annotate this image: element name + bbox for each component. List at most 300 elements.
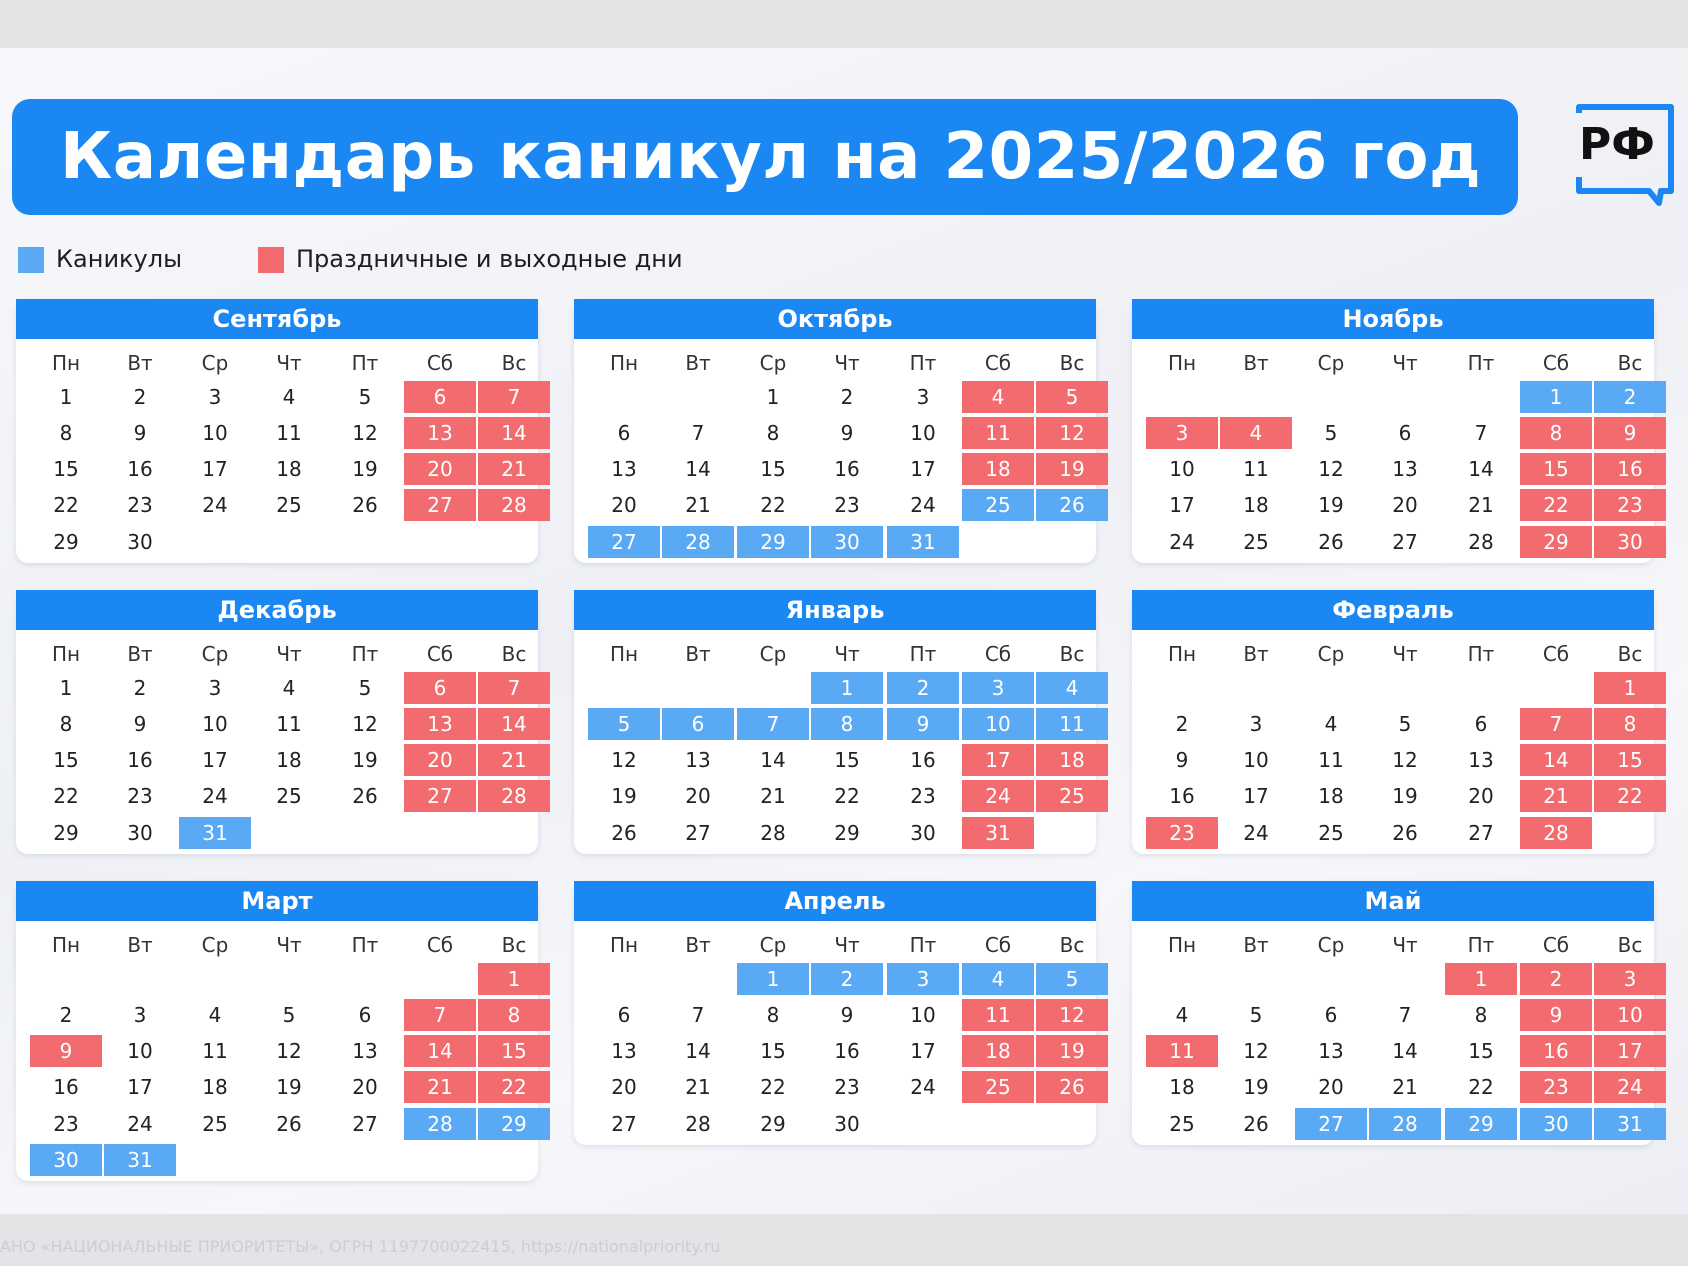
day-cell: 25 xyxy=(276,493,302,517)
weekday-label: Пт xyxy=(909,351,937,375)
day-cell: 5 xyxy=(358,676,372,700)
day-cell: 13 xyxy=(611,1039,637,1063)
day-cell: 22 xyxy=(760,493,786,517)
weekday-label: Пн xyxy=(1167,351,1197,375)
weekday-label: Сб xyxy=(984,351,1012,375)
month-card xyxy=(16,299,538,563)
day-cell-holiday: 11 xyxy=(1146,1035,1218,1067)
day-cell: 18 xyxy=(1243,493,1269,517)
day-cell: 9 xyxy=(133,421,147,445)
weekday-label: Вс xyxy=(501,933,527,957)
day-cell: 7 xyxy=(1398,1003,1412,1027)
day-cell-holiday: 21 xyxy=(478,453,550,485)
day-cell: 27 xyxy=(685,821,711,845)
day-cell: 26 xyxy=(611,821,637,845)
weekday-label: Чт xyxy=(1392,642,1418,666)
weekday-label: Ср xyxy=(759,642,787,666)
day-cell: 23 xyxy=(910,784,936,808)
day-cell: 17 xyxy=(910,457,936,481)
day-cell: 25 xyxy=(202,1112,228,1136)
month-title: Март xyxy=(16,881,538,921)
day-cell: 10 xyxy=(202,421,228,445)
weekday-label: Чт xyxy=(1392,933,1418,957)
day-cell-holiday: 22 xyxy=(1520,489,1592,521)
day-cell-vacation: 30 xyxy=(30,1144,102,1176)
day-cell: 4 xyxy=(282,385,296,409)
day-cell: 23 xyxy=(53,1112,79,1136)
day-cell: 13 xyxy=(1392,457,1418,481)
day-cell: 5 xyxy=(282,1003,296,1027)
month-title: Декабрь xyxy=(16,590,538,630)
day-cell: 17 xyxy=(1243,784,1269,808)
weekday-label: Сб xyxy=(1542,933,1570,957)
day-cell: 2 xyxy=(133,385,147,409)
day-cell-holiday: 30 xyxy=(1594,526,1666,558)
day-cell: 4 xyxy=(282,676,296,700)
day-cell: 5 xyxy=(1398,712,1412,736)
weekday-label: Пт xyxy=(1467,933,1495,957)
day-cell: 28 xyxy=(685,1112,711,1136)
weekday-label: Пт xyxy=(909,642,937,666)
weekday-label: Вс xyxy=(501,642,527,666)
day-cell: 3 xyxy=(1249,712,1263,736)
day-cell-holiday: 5 xyxy=(1036,381,1108,413)
day-cell: 11 xyxy=(276,712,302,736)
day-cell-holiday: 24 xyxy=(962,780,1034,812)
weekday-label: Чт xyxy=(1392,351,1418,375)
day-cell-holiday: 13 xyxy=(404,708,476,740)
day-cell: 8 xyxy=(59,421,73,445)
day-cell: 4 xyxy=(1324,712,1338,736)
day-cell: 27 xyxy=(1392,530,1418,554)
day-cell: 6 xyxy=(1398,421,1412,445)
day-cell-holiday: 29 xyxy=(1520,526,1592,558)
day-cell: 22 xyxy=(834,784,860,808)
day-cell-holiday: 11 xyxy=(962,999,1034,1031)
day-cell: 19 xyxy=(352,457,378,481)
day-cell: 23 xyxy=(127,493,153,517)
day-cell: 9 xyxy=(840,421,854,445)
day-cell: 26 xyxy=(276,1112,302,1136)
month-title: Январь xyxy=(574,590,1096,630)
title-banner xyxy=(12,99,1518,215)
day-cell: 24 xyxy=(202,784,228,808)
day-cell-holiday: 28 xyxy=(478,489,550,521)
day-cell-vacation: 9 xyxy=(887,708,959,740)
day-cell: 15 xyxy=(1468,1039,1494,1063)
day-cell: 21 xyxy=(685,493,711,517)
weekday-label: Вт xyxy=(1243,351,1269,375)
footer-note: АНО «НАЦИОНАЛЬНЫЕ ПРИОРИТЕТЫ», ОГРН 1197700022415, https://nationalpriority.ru xyxy=(0,1237,721,1256)
day-cell: 28 xyxy=(1468,530,1494,554)
day-cell: 24 xyxy=(1169,530,1195,554)
day-cell: 17 xyxy=(1169,493,1195,517)
day-cell-holiday: 31 xyxy=(962,817,1034,849)
day-cell-vacation: 10 xyxy=(962,708,1034,740)
day-cell: 19 xyxy=(1392,784,1418,808)
day-cell: 30 xyxy=(910,821,936,845)
day-cell-vacation: 2 xyxy=(1594,381,1666,413)
day-cell: 20 xyxy=(1392,493,1418,517)
day-cell-vacation: 4 xyxy=(1036,672,1108,704)
day-cell-holiday: 16 xyxy=(1594,453,1666,485)
day-cell: 8 xyxy=(59,712,73,736)
day-cell: 19 xyxy=(1243,1075,1269,1099)
day-cell-holiday: 20 xyxy=(404,453,476,485)
day-cell: 22 xyxy=(1468,1075,1494,1099)
day-cell-holiday: 7 xyxy=(478,672,550,704)
day-cell: 16 xyxy=(834,457,860,481)
day-cell-holiday: 1 xyxy=(1594,672,1666,704)
day-cell-vacation: 29 xyxy=(478,1108,550,1140)
day-cell: 12 xyxy=(352,712,378,736)
day-cell-vacation: 31 xyxy=(887,526,959,558)
day-cell: 13 xyxy=(611,457,637,481)
day-cell-vacation: 1 xyxy=(811,672,883,704)
day-cell-holiday: 14 xyxy=(1520,744,1592,776)
day-cell: 3 xyxy=(133,1003,147,1027)
day-cell: 14 xyxy=(1468,457,1494,481)
day-cell-holiday: 21 xyxy=(1520,780,1592,812)
day-cell-holiday: 22 xyxy=(1594,780,1666,812)
day-cell: 8 xyxy=(1474,1003,1488,1027)
month-title: Ноябрь xyxy=(1132,299,1654,339)
weekday-label: Пн xyxy=(609,642,639,666)
month-card xyxy=(574,299,1096,563)
day-cell-holiday: 2 xyxy=(1520,963,1592,995)
day-cell-vacation: 3 xyxy=(962,672,1034,704)
day-cell-holiday: 25 xyxy=(962,1071,1034,1103)
month-title: Октябрь xyxy=(574,299,1096,339)
day-cell-vacation: 4 xyxy=(962,963,1034,995)
day-cell: 9 xyxy=(133,712,147,736)
day-cell-holiday: 28 xyxy=(478,780,550,812)
day-cell: 18 xyxy=(202,1075,228,1099)
day-cell: 24 xyxy=(910,1075,936,1099)
month-card xyxy=(574,590,1096,854)
day-cell-holiday: 19 xyxy=(1036,1035,1108,1067)
legend-swatch-vacation xyxy=(18,247,44,273)
weekday-label: Пн xyxy=(51,351,81,375)
day-cell-vacation: 2 xyxy=(811,963,883,995)
day-cell: 11 xyxy=(1243,457,1269,481)
day-cell-vacation: 31 xyxy=(104,1144,176,1176)
weekday-label: Сб xyxy=(1542,351,1570,375)
day-cell: 25 xyxy=(1169,1112,1195,1136)
day-cell: 21 xyxy=(685,1075,711,1099)
day-cell: 22 xyxy=(760,1075,786,1099)
day-cell: 11 xyxy=(202,1039,228,1063)
day-cell-vacation: 29 xyxy=(737,526,809,558)
day-cell-vacation: 1 xyxy=(1520,381,1592,413)
legend-swatch-holiday xyxy=(258,247,284,273)
day-cell-holiday: 18 xyxy=(962,1035,1034,1067)
day-cell-holiday: 12 xyxy=(1036,999,1108,1031)
day-cell: 6 xyxy=(617,1003,631,1027)
day-cell: 20 xyxy=(685,784,711,808)
day-cell: 20 xyxy=(1318,1075,1344,1099)
day-cell: 2 xyxy=(840,385,854,409)
weekday-label: Ср xyxy=(759,933,787,957)
day-cell: 20 xyxy=(611,493,637,517)
day-cell: 2 xyxy=(133,676,147,700)
day-cell-holiday: 22 xyxy=(478,1071,550,1103)
weekday-label: Ср xyxy=(201,933,229,957)
weekday-label: Пт xyxy=(351,351,379,375)
day-cell-vacation: 28 xyxy=(1369,1108,1441,1140)
day-cell: 18 xyxy=(1169,1075,1195,1099)
day-cell: 24 xyxy=(127,1112,153,1136)
day-cell: 26 xyxy=(352,784,378,808)
day-cell: 30 xyxy=(127,821,153,845)
weekday-label: Вс xyxy=(1059,351,1085,375)
day-cell-holiday: 21 xyxy=(478,744,550,776)
day-cell: 25 xyxy=(276,784,302,808)
day-cell: 2 xyxy=(59,1003,73,1027)
day-cell-holiday: 10 xyxy=(1594,999,1666,1031)
day-cell-holiday: 27 xyxy=(404,780,476,812)
weekday-label: Пн xyxy=(609,933,639,957)
weekday-label: Чт xyxy=(276,642,302,666)
weekday-label: Сб xyxy=(984,642,1012,666)
month-title: Сентябрь xyxy=(16,299,538,339)
day-cell-holiday: 8 xyxy=(478,999,550,1031)
day-cell: 16 xyxy=(127,748,153,772)
day-cell: 5 xyxy=(1324,421,1338,445)
day-cell-vacation: 27 xyxy=(1295,1108,1367,1140)
day-cell: 27 xyxy=(611,1112,637,1136)
day-cell-holiday: 4 xyxy=(1220,417,1292,449)
day-cell: 7 xyxy=(691,1003,705,1027)
day-cell-vacation: 25 xyxy=(962,489,1034,521)
day-cell-holiday: 23 xyxy=(1146,817,1218,849)
weekday-label: Чт xyxy=(276,933,302,957)
day-cell: 2 xyxy=(1175,712,1189,736)
day-cell: 20 xyxy=(352,1075,378,1099)
day-cell: 15 xyxy=(53,457,79,481)
day-cell: 9 xyxy=(840,1003,854,1027)
legend-label: Праздничные и выходные дни xyxy=(296,245,683,273)
weekday-label: Сб xyxy=(1542,642,1570,666)
day-cell-vacation: 6 xyxy=(662,708,734,740)
day-cell-vacation: 31 xyxy=(1594,1108,1666,1140)
day-cell: 22 xyxy=(53,493,79,517)
day-cell: 11 xyxy=(1318,748,1344,772)
weekday-label: Вт xyxy=(685,642,711,666)
day-cell: 24 xyxy=(1243,821,1269,845)
weekday-label: Пт xyxy=(351,642,379,666)
day-cell: 8 xyxy=(766,421,780,445)
day-cell: 24 xyxy=(910,493,936,517)
day-cell-holiday: 28 xyxy=(1520,817,1592,849)
day-cell: 26 xyxy=(1392,821,1418,845)
day-cell: 29 xyxy=(834,821,860,845)
day-cell-vacation: 27 xyxy=(588,526,660,558)
day-cell-vacation: 5 xyxy=(1036,963,1108,995)
day-cell: 6 xyxy=(617,421,631,445)
weekday-label: Вт xyxy=(685,933,711,957)
day-cell-holiday: 8 xyxy=(1520,417,1592,449)
day-cell: 15 xyxy=(760,457,786,481)
day-cell: 9 xyxy=(1175,748,1189,772)
weekday-label: Ср xyxy=(1317,642,1345,666)
day-cell: 26 xyxy=(1243,1112,1269,1136)
day-cell-holiday: 7 xyxy=(478,381,550,413)
weekday-label: Пт xyxy=(1467,351,1495,375)
day-cell-vacation: 28 xyxy=(404,1108,476,1140)
day-cell-holiday: 20 xyxy=(404,744,476,776)
day-cell: 29 xyxy=(53,821,79,845)
weekday-label: Вс xyxy=(1617,351,1643,375)
weekday-label: Вс xyxy=(501,351,527,375)
day-cell: 16 xyxy=(127,457,153,481)
weekday-label: Ср xyxy=(759,351,787,375)
day-cell: 21 xyxy=(1392,1075,1418,1099)
day-cell: 18 xyxy=(276,748,302,772)
day-cell: 8 xyxy=(766,1003,780,1027)
day-cell: 1 xyxy=(59,385,73,409)
day-cell-holiday: 18 xyxy=(962,453,1034,485)
day-cell: 18 xyxy=(276,457,302,481)
logo-text: РФ xyxy=(1579,119,1655,170)
day-cell-holiday: 14 xyxy=(478,417,550,449)
day-cell: 12 xyxy=(1243,1039,1269,1063)
day-cell-holiday: 21 xyxy=(404,1071,476,1103)
day-cell-holiday: 14 xyxy=(478,708,550,740)
day-cell-vacation: 5 xyxy=(588,708,660,740)
weekday-label: Ср xyxy=(1317,351,1345,375)
day-cell-holiday: 19 xyxy=(1036,453,1108,485)
day-cell: 17 xyxy=(910,1039,936,1063)
day-cell: 4 xyxy=(208,1003,222,1027)
day-cell: 14 xyxy=(760,748,786,772)
day-cell: 10 xyxy=(1243,748,1269,772)
day-cell-holiday: 15 xyxy=(478,1035,550,1067)
day-cell: 30 xyxy=(127,530,153,554)
day-cell: 6 xyxy=(1324,1003,1338,1027)
day-cell-holiday: 15 xyxy=(1520,453,1592,485)
weekday-label: Ср xyxy=(1317,933,1345,957)
day-cell-holiday: 16 xyxy=(1520,1035,1592,1067)
day-cell: 19 xyxy=(276,1075,302,1099)
day-cell: 1 xyxy=(766,385,780,409)
day-cell-vacation: 30 xyxy=(811,526,883,558)
day-cell: 22 xyxy=(53,784,79,808)
day-cell-holiday: 27 xyxy=(404,489,476,521)
day-cell: 25 xyxy=(1243,530,1269,554)
day-cell: 3 xyxy=(916,385,930,409)
day-cell: 16 xyxy=(53,1075,79,1099)
day-cell: 10 xyxy=(127,1039,153,1063)
day-cell-holiday: 23 xyxy=(1520,1071,1592,1103)
month-card xyxy=(16,590,538,854)
legend-label: Каникулы xyxy=(56,245,183,273)
month-title: Апрель xyxy=(574,881,1096,921)
day-cell-holiday: 8 xyxy=(1594,708,1666,740)
weekday-label: Пн xyxy=(1167,933,1197,957)
month-card xyxy=(1132,590,1654,854)
weekday-label: Чт xyxy=(834,642,860,666)
day-cell: 20 xyxy=(611,1075,637,1099)
day-cell: 15 xyxy=(834,748,860,772)
day-cell: 10 xyxy=(910,421,936,445)
day-cell: 10 xyxy=(1169,457,1195,481)
weekday-label: Сб xyxy=(426,933,454,957)
day-cell-holiday: 4 xyxy=(962,381,1034,413)
day-cell: 7 xyxy=(691,421,705,445)
day-cell: 30 xyxy=(834,1112,860,1136)
day-cell-vacation: 29 xyxy=(1445,1108,1517,1140)
month-title: Февраль xyxy=(1132,590,1654,630)
day-cell: 26 xyxy=(352,493,378,517)
day-cell: 12 xyxy=(611,748,637,772)
calendar-sheet xyxy=(0,48,1688,1256)
day-cell: 17 xyxy=(127,1075,153,1099)
day-cell-vacation: 28 xyxy=(662,526,734,558)
day-cell: 14 xyxy=(685,457,711,481)
day-cell: 13 xyxy=(1468,748,1494,772)
day-cell: 3 xyxy=(208,676,222,700)
weekday-label: Пн xyxy=(51,933,81,957)
day-cell-vacation: 11 xyxy=(1036,708,1108,740)
day-cell-vacation: 2 xyxy=(887,672,959,704)
day-cell: 12 xyxy=(276,1039,302,1063)
weekday-label: Вс xyxy=(1617,933,1643,957)
weekday-label: Пн xyxy=(1167,642,1197,666)
month-title: Май xyxy=(1132,881,1654,921)
weekday-label: Пт xyxy=(351,933,379,957)
day-cell-holiday: 7 xyxy=(404,999,476,1031)
day-cell-holiday: 15 xyxy=(1594,744,1666,776)
weekday-label: Вс xyxy=(1617,642,1643,666)
day-cell-holiday: 9 xyxy=(1520,999,1592,1031)
day-cell: 17 xyxy=(202,457,228,481)
day-cell-holiday: 25 xyxy=(1036,780,1108,812)
weekday-label: Пн xyxy=(609,351,639,375)
day-cell-vacation: 7 xyxy=(737,708,809,740)
day-cell: 14 xyxy=(1392,1039,1418,1063)
day-cell: 29 xyxy=(760,1112,786,1136)
month-card xyxy=(574,881,1096,1145)
day-cell: 12 xyxy=(1318,457,1344,481)
day-cell: 26 xyxy=(1318,530,1344,554)
day-cell-holiday: 9 xyxy=(1594,417,1666,449)
day-cell: 5 xyxy=(358,385,372,409)
day-cell-holiday: 17 xyxy=(1594,1035,1666,1067)
day-cell: 16 xyxy=(834,1039,860,1063)
day-cell: 19 xyxy=(352,748,378,772)
day-cell-holiday: 14 xyxy=(404,1035,476,1067)
day-cell-vacation: 8 xyxy=(811,708,883,740)
day-cell: 21 xyxy=(760,784,786,808)
day-cell-holiday: 13 xyxy=(404,417,476,449)
weekday-label: Вт xyxy=(127,933,153,957)
weekday-label: Пн xyxy=(51,642,81,666)
weekday-label: Сб xyxy=(984,933,1012,957)
weekday-label: Чт xyxy=(834,933,860,957)
day-cell: 23 xyxy=(127,784,153,808)
day-cell: 23 xyxy=(834,493,860,517)
weekday-label: Вт xyxy=(127,351,153,375)
weekday-label: Вт xyxy=(1243,642,1269,666)
day-cell: 10 xyxy=(202,712,228,736)
day-cell: 24 xyxy=(202,493,228,517)
weekday-label: Пт xyxy=(1467,642,1495,666)
day-cell-holiday: 11 xyxy=(962,417,1034,449)
day-cell: 28 xyxy=(760,821,786,845)
day-cell-holiday: 3 xyxy=(1594,963,1666,995)
weekday-label: Сб xyxy=(426,642,454,666)
